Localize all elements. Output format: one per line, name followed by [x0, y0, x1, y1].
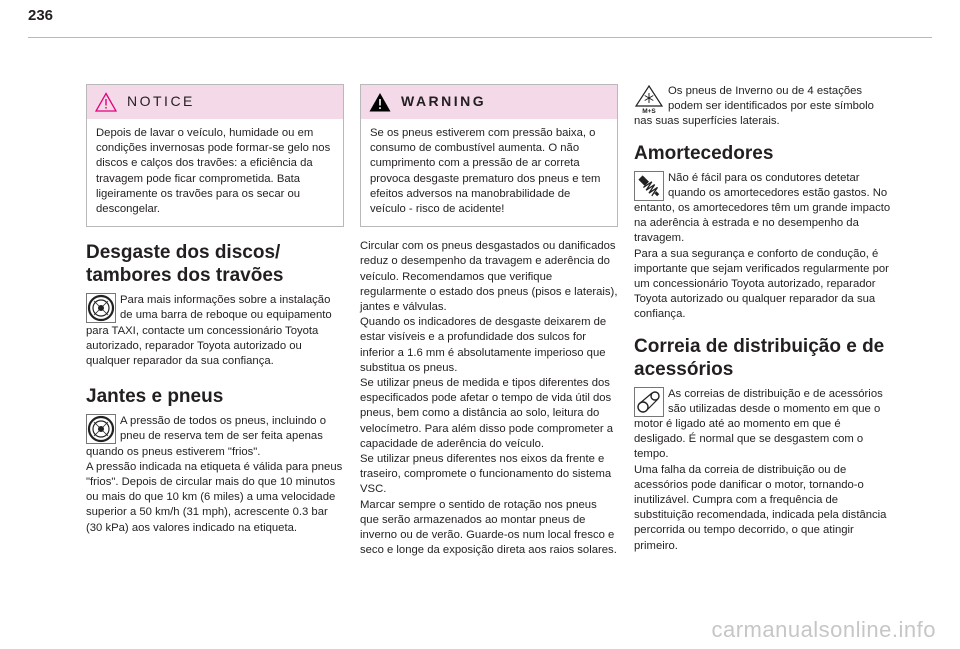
- belt-text-1: As correias de distribuição e de acessórios são utilizadas desde o momento em que o motor é ligado até ao momento em que é desligado. É normal que se desgastem com o tempo.: [634, 387, 883, 461]
- notice-text: Depois de lavar o veículo, humidade ou em condições invernosas pode formar-se gelo nos discos e calços dos travões: a eficiência da travagem pode ficar comprometida. Bata ligeiramente os travões para os secar ou descongelar.: [96, 127, 331, 216]
- warning-box: [360, 84, 618, 227]
- watermark: carmanualsonline.info: [711, 617, 936, 642]
- discs-text: Para mais informações sobre a instalação de uma barra de reboque ou equipamento para TAXI, contacte um concessionário Toyota autorizado, reparador Toyota autorizado ou qualquer reparador da sua confiança.: [86, 294, 332, 368]
- column-1: [86, 84, 344, 536]
- winter-tyre-section: [634, 84, 892, 130]
- belt-wrench-icon: [634, 387, 664, 417]
- tyre-wheel-icon: [86, 293, 116, 323]
- shocks-text-2: Para a sua segurança e conforto de condução, é importante que sejam verificados regularmente por um concessionário Toyota autorizado, reparador Toyota autorizado ou qualquer reparador da sua confiança.: [634, 247, 889, 321]
- tyres-text-2: A pressão indicada na etiqueta é válida para pneus "frios". Depois de circular mais do que 10 minutos ou mais do que 10 km (6 miles) a uma velocidade superior a 50 km/h (31 mph), acrescente 0.3 bar (30 kPa) aos valores indicado na etiqueta.: [86, 460, 343, 534]
- shocks-section: [634, 171, 892, 323]
- warning-text: Se os pneus estiverem com pressão baixa, o consumo de combustível aumenta. O não cumprimento com a pressão de ar correta provoca desgaste prematuro dos pneus e tem efeitos adversos na manobrabilidade de veículo - risco de acidente!: [370, 127, 601, 216]
- shocks-text-1: Não é fácil para os condutores detetar quando os amortecedores estão gastos. No entanto, os amortecedores têm um grande impacto na aderência à estrada e no desempenho da travagem.: [634, 171, 891, 245]
- warning-triangle-icon: [369, 92, 391, 112]
- column-2: [360, 84, 618, 558]
- heading-wheels-tyres: Jantes e pneus: [86, 386, 224, 408]
- tyre-wheel-icon: [86, 414, 116, 444]
- heading-shock-absorbers: Amortecedores: [634, 142, 774, 164]
- heading-timing-belt: Correia de distribuição e de acessórios: [634, 335, 885, 380]
- tyres-para-1: Circular com os pneus desgastados ou danificados reduz o desempenho da travagem e aderência do veículo. Recomendamos que verifique regularmente o estado dos pneus (pisos e laterais), jantes e válvulas.: [360, 240, 618, 314]
- notice-box: [86, 84, 344, 227]
- header-divider: [28, 37, 932, 38]
- tyres-para-3: Se utilizar pneus de medida e tipos diferentes dos especificados pode afetar o tempo de vida útil dos pneus, bem como a distância ao solo, leitura do velocímetro. Para além disso pode comprometer a capacidade de aderência do veículo.: [360, 377, 614, 450]
- tyres-para-2: Quando os indicadores de desgaste deixarem de estar visíveis e a profundidade dos sulcos for inferior a 1.6 mm é absolutamente imperioso que substitua os pneus.: [360, 316, 607, 374]
- snowflake-mountain-icon: [634, 84, 664, 114]
- winter-tyre-text: Os pneus de Inverno ou de 4 estações podem ser identificados por este símbolo nas suas superfícies laterais.: [634, 85, 874, 128]
- heading-brake-discs: Desgaste dos discos/ tambores dos travões: [86, 242, 284, 287]
- warning-title: WARNING: [401, 93, 487, 110]
- tyres-section: [86, 414, 344, 536]
- notice-header: [87, 85, 343, 119]
- discs-section: [86, 293, 344, 369]
- column-3: [634, 84, 892, 554]
- warning-header: [361, 85, 617, 119]
- mud-snow-label: M+S: [642, 108, 656, 114]
- notice-triangle-icon: [95, 92, 117, 112]
- tyres-text-1: A pressão de todos os pneus, incluindo o pneu de reserva tem de ser feita apenas quando os pneus estiverem "frios".: [86, 415, 326, 458]
- tyres-para-5: Marcar sempre o sentido de rotação nos pneus que serão armazenados ao montar pneus de inverno ou de verão. Guarde-os num local fresco e seco e longe da exposição direta aos raios solares.: [360, 498, 617, 557]
- notice-title: NOTICE: [127, 93, 195, 110]
- belt-text-2: Uma falha da correia de distribuição ou de acessórios pode danificar o motor, tornando-o inutilizável. Cumpra com a frequência de substituição recomendada, indicada pela distância percorrida ou tempo decorrido, o que atingir primeiro.: [634, 463, 887, 552]
- belt-section: [634, 387, 892, 554]
- tyres-para-4: Se utilizar pneus diferentes nos eixos da frente e traseiro, compromete o funcionamento do sistema VSC.: [360, 453, 612, 496]
- shock-absorber-icon: [634, 171, 664, 201]
- page-number: 236: [28, 7, 54, 24]
